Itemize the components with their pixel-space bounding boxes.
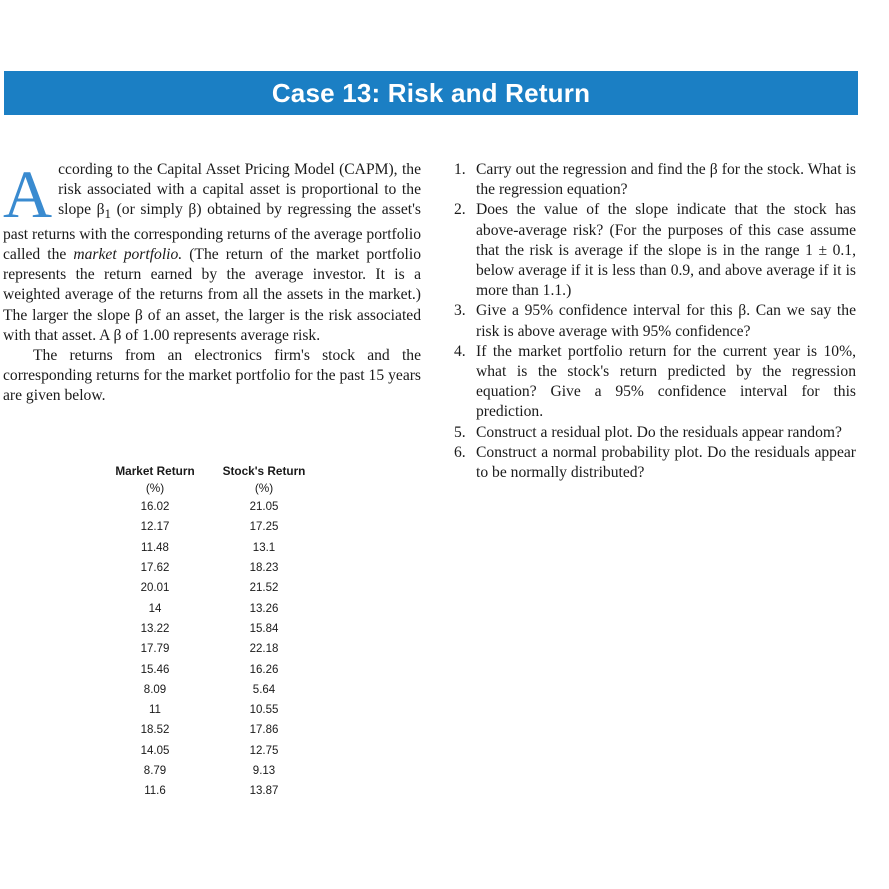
question-number: 1. (454, 161, 466, 178)
market-return-header: Market Return (115, 464, 195, 478)
questions-section (448, 160, 856, 483)
table-row (104, 720, 322, 740)
market-return-cell: 12.17 (140, 521, 170, 534)
market-return-cell: 20.01 (140, 582, 170, 595)
table-row (104, 598, 322, 618)
table-row (104, 700, 322, 720)
market-return-cell: 17.62 (140, 562, 170, 575)
question-text: Construct a normal probability plot. Do the residuals appear to be normally distributed? (476, 443, 856, 482)
table-row (104, 639, 322, 659)
table-row (104, 741, 322, 761)
page-title: Case 13: Risk and Return (271, 77, 591, 108)
intro-text-c: (The return of the market portfolio represents the return earned by the average investor. It is a weighted average of the returns from all the assets in the market.) The larger the slope β of an asset, the larger is the risk associated with that asset. A β of 1.00 represents average risk. (3, 245, 421, 344)
market-return-cell: 13.22 (140, 622, 170, 635)
stock-return-cell: 21.05 (249, 501, 279, 514)
question-item (448, 342, 856, 423)
stock-return-cell: 13.87 (249, 785, 279, 798)
stock-return-header: Stock's Return (222, 464, 306, 478)
question-number: 5. (454, 423, 466, 441)
stock-unit: (%) (254, 481, 274, 495)
table-row (104, 538, 322, 558)
beta-subscript: 1 (104, 206, 112, 222)
question-text: If the market portfolio return for the current year is 10%, what is the stock's return predicted by the regression equation? Give a 95% confidence interval for this prediction. (476, 342, 856, 421)
intro-section (3, 156, 421, 407)
stock-return-cell: 5.64 (252, 683, 276, 696)
question-text: Does the value of the slope indicate that the stock has above-average risk? (For the purposes of this case assume that the risk is average if the slope is in the range 1 ± 0.1, below average if it is less than 0.9, and above average if it is more than 1.1.) (476, 201, 856, 300)
table-row (104, 517, 322, 537)
table-row (104, 659, 322, 679)
table-row (104, 781, 322, 801)
market-return-cell: 8.79 (143, 765, 167, 777)
market-portfolio-term: market portfolio. (73, 245, 183, 263)
market-unit: (%) (145, 481, 165, 495)
question-item (448, 200, 856, 301)
question-item (448, 423, 856, 443)
market-return-cell: 11 (149, 704, 161, 717)
table-header-row (104, 463, 322, 479)
questions-list (448, 160, 856, 483)
stock-return-cell: 13.1 (252, 541, 276, 554)
drop-cap: A (3, 156, 53, 232)
intro-text-b: (or simply β) obtained by regressing the asset's past returns with the corresponding returns of the average portfolio called the (3, 201, 421, 263)
stock-return-cell: 18.23 (249, 562, 279, 575)
table-row (104, 619, 322, 639)
stock-return-cell: 21.52 (249, 582, 279, 595)
returns-paragraph: The returns from an electronics firm's stock and the corresponding returns for the market portfolio for the past 15 years are given below. (3, 346, 421, 405)
stock-return-cell: 12.75 (249, 744, 279, 757)
question-item (448, 443, 856, 483)
market-return-cell: 17.79 (140, 643, 170, 656)
market-return-cell: 16.02 (140, 501, 170, 514)
table-row (104, 558, 322, 578)
returns-table (104, 463, 322, 801)
stock-return-cell: 16.26 (249, 663, 279, 676)
question-number: 6. (454, 443, 466, 461)
title-banner (4, 71, 858, 115)
stock-return-cell: 22.18 (249, 643, 279, 656)
table-row (104, 680, 322, 700)
table-row (104, 578, 322, 598)
intro-text-a: ccording to the Capital Asset Pricing Model (CAPM), the risk associated with a capital asset is proportional to the slope β (58, 161, 421, 219)
table-unit-row (104, 479, 322, 497)
market-return-cell: 8.09 (143, 683, 167, 696)
market-return-cell: 14 (148, 602, 162, 615)
stock-return-cell: 9.13 (252, 765, 276, 777)
question-number: 2. (454, 201, 466, 219)
stock-return-cell: 17.86 (249, 724, 279, 737)
question-item (448, 301, 856, 341)
market-return-cell: 15.46 (140, 663, 170, 676)
question-number: 3. (454, 302, 466, 320)
stock-return-cell: 15.84 (249, 622, 279, 635)
question-number: 4. (454, 342, 466, 360)
stock-return-cell: 10.55 (249, 704, 279, 717)
market-return-cell: 11.48 (141, 541, 169, 554)
table-row (104, 497, 322, 517)
table-row (104, 761, 322, 781)
question-text: Give a 95% confidence interval for this β. Can we say the risk is above average with 95% confidence? (476, 302, 856, 340)
market-return-cell: 18.52 (140, 724, 170, 737)
market-return-cell: 14.05 (140, 744, 170, 757)
market-return-cell: 11.6 (144, 785, 166, 798)
intro-paragraph (3, 156, 421, 346)
question-item (448, 160, 856, 200)
question-text: Construct a residual plot. Do the residuals appear random? (476, 423, 842, 441)
stock-return-cell: 17.25 (249, 521, 279, 534)
question-text: Carry out the regression and find the β for the stock. What is the regression equation? (476, 161, 856, 199)
stock-return-cell: 13.26 (249, 602, 279, 615)
